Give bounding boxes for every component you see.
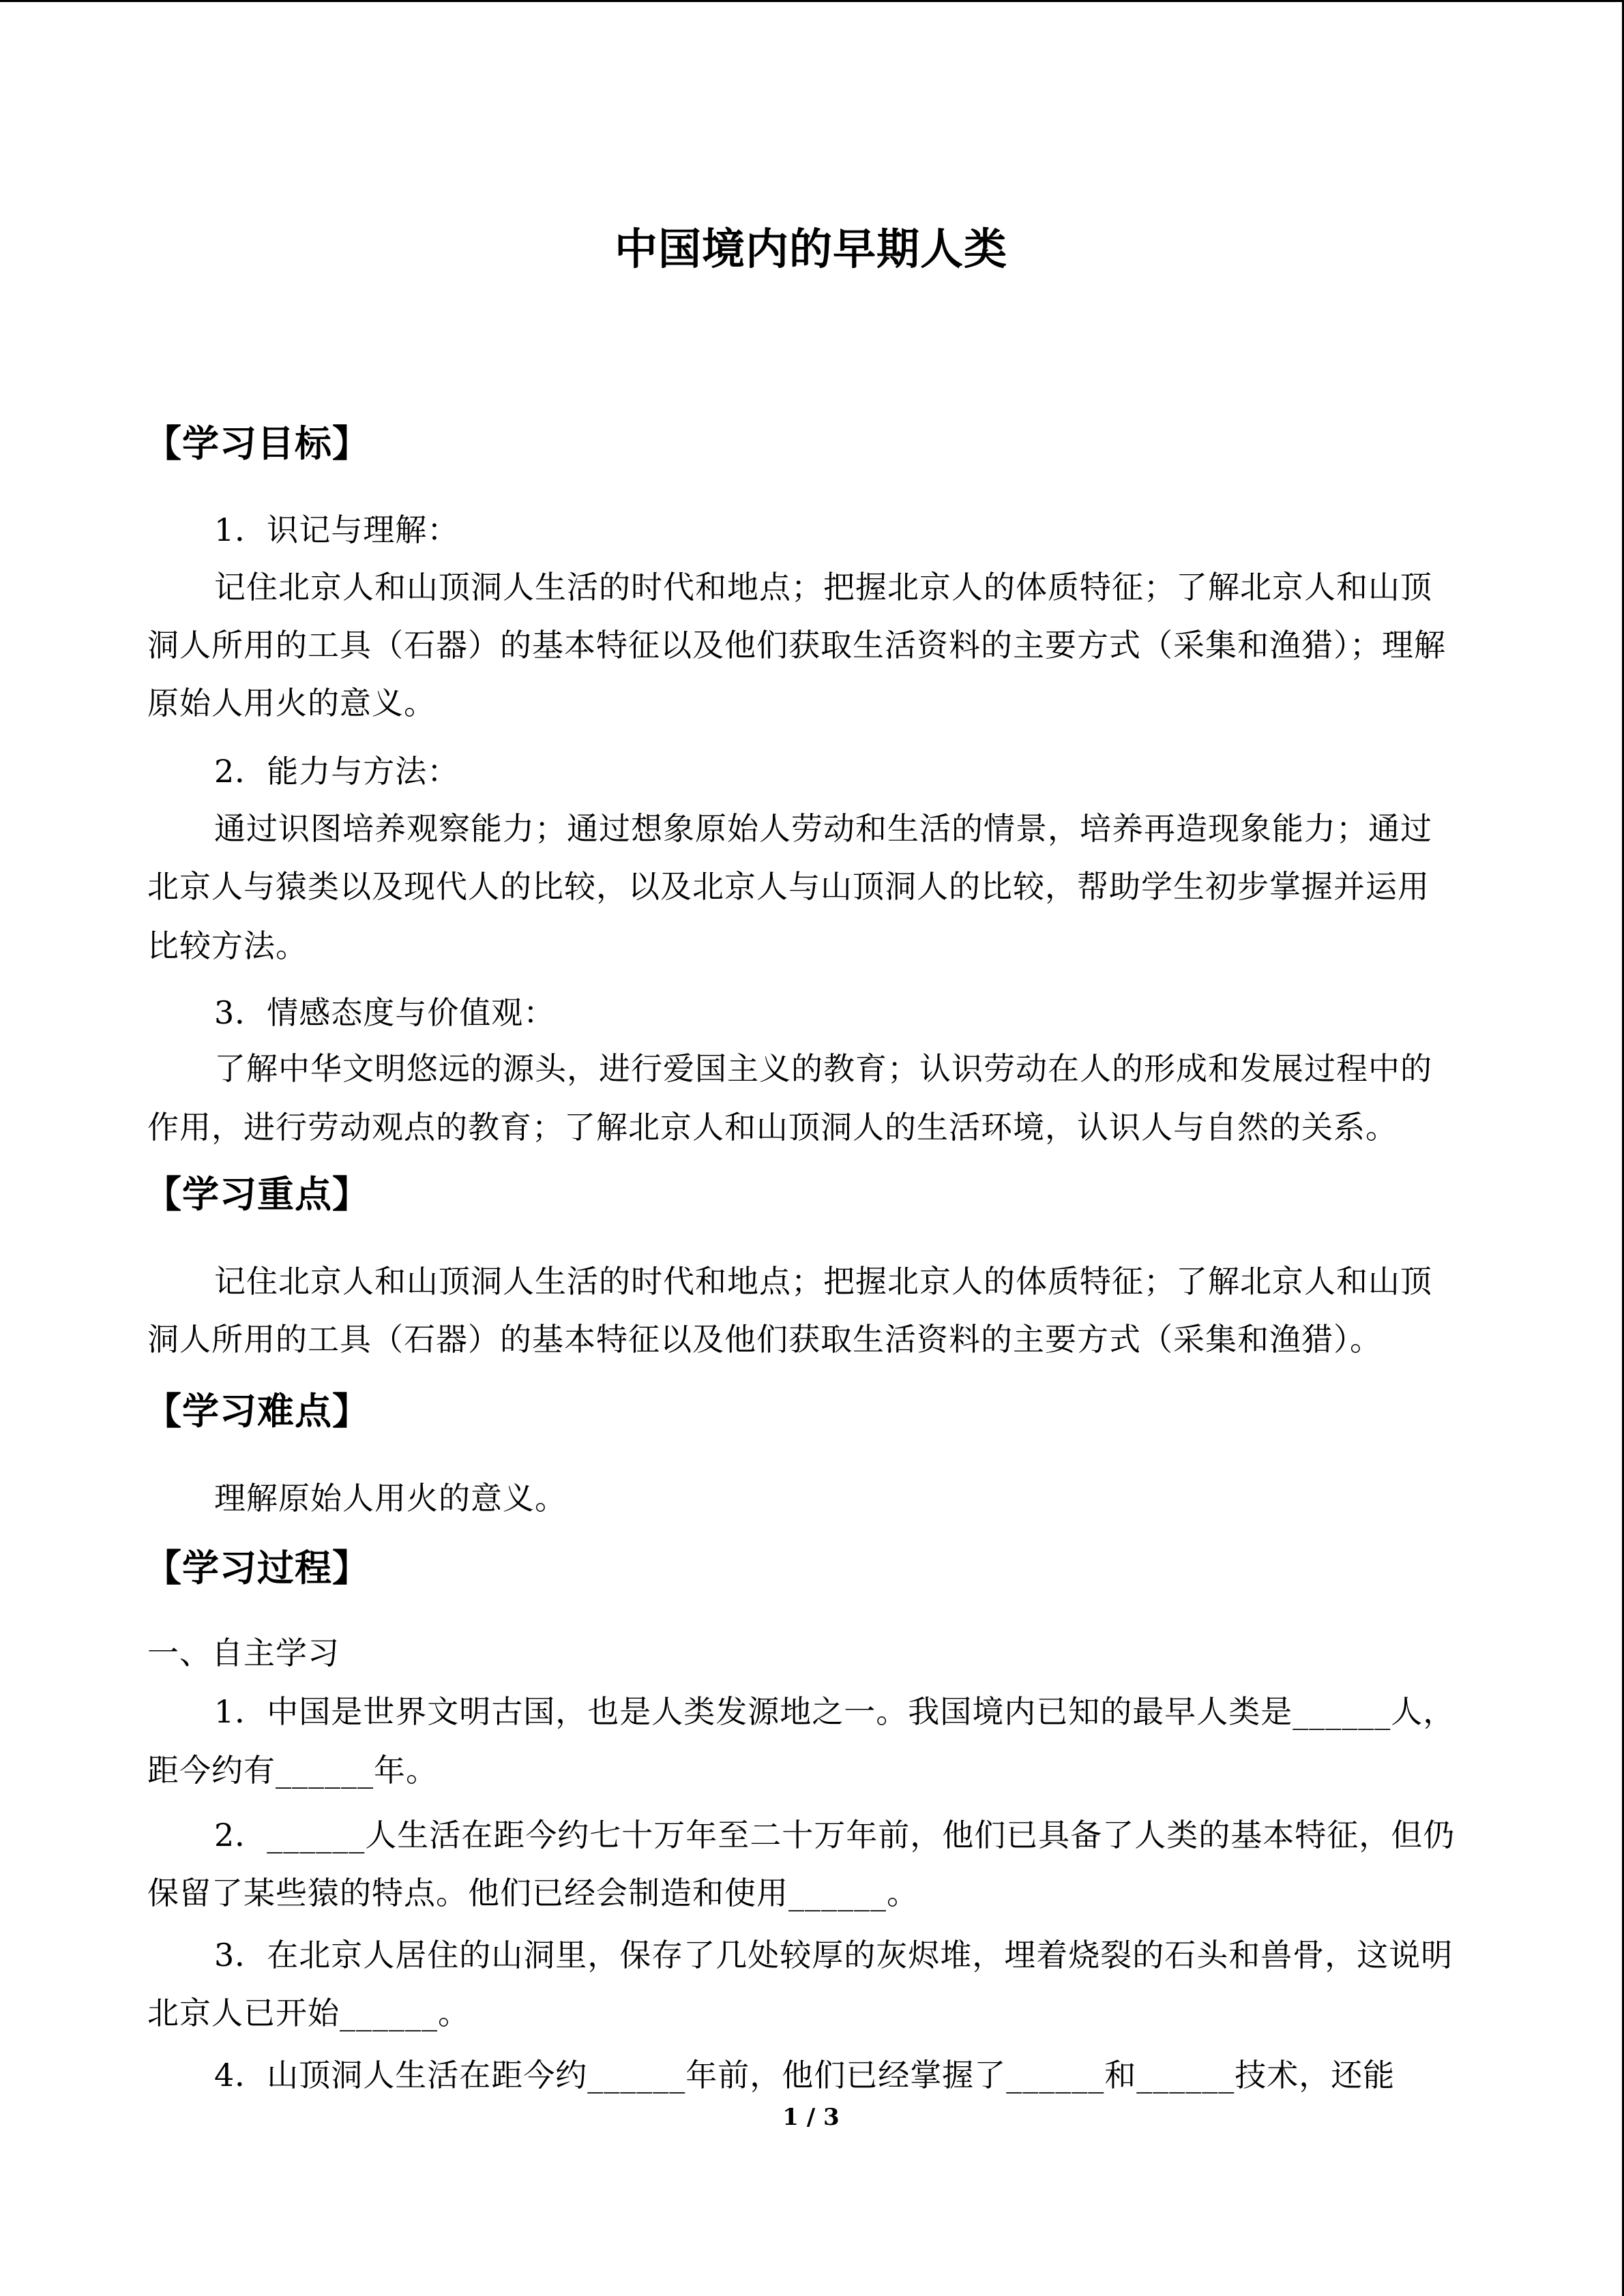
objective-3-line: 作用，进行劳动观点的教育；了解北京人和山顶洞人的生活环境，认识人与自然的关系。	[147, 1109, 1398, 1146]
section-self-study: 一、自主学习	[147, 1635, 340, 1671]
objective-1-line: 记住北京人和山顶洞人生活的时代和地点；把握北京人的体质特征；了解北京人和山顶	[214, 569, 1432, 606]
question-4-line: 4．山顶洞人生活在距今约______年前，他们已经掌握了______和______技术，还能	[214, 2057, 1396, 2093]
difficulty-line: 理解原始人用火的意义。	[214, 1480, 567, 1517]
heading-objectives: 【学习目标】	[145, 421, 370, 465]
question-3-line: 北京人已开始______。	[147, 1995, 470, 2031]
question-2-line: 保留了某些猿的特点。他们已经会制造和使用______。	[147, 1875, 919, 1911]
objective-3-line: 了解中华文明悠远的源头，进行爱国主义的教育；认识劳动在人的形成和发展过程中的	[214, 1050, 1432, 1087]
objective-2-line: 通过识图培养观察能力；通过想象原始人劳动和生活的情景，培养再造现象能力；通过	[214, 810, 1432, 847]
key-point-line: 记住北京人和山顶洞人生活的时代和地点；把握北京人的体质特征；了解北京人和山顶	[214, 1263, 1432, 1300]
question-1-line: 距今约有______年。	[147, 1752, 438, 1789]
heading-difficulties: 【学习难点】	[145, 1389, 370, 1433]
objective-2-title: 2．能力与方法：	[214, 753, 460, 790]
question-3-line: 3．在北京人居住的山洞里，保存了几处较厚的灰烬堆，埋着烧裂的石头和兽骨，这说明	[214, 1937, 1453, 1973]
document-title: 中国境内的早期人类	[615, 224, 1007, 274]
key-point-line: 洞人所用的工具（石器）的基本特征以及他们获取生活资料的主要方式（采集和渔猎）。	[147, 1321, 1382, 1358]
question-2-line: 2．______人生活在距今约七十万年至二十万年前，他们已具备了人类的基本特征，但仍	[214, 1817, 1456, 1853]
objective-1-line: 洞人所用的工具（石器）的基本特征以及他们获取生活资料的主要方式（采集和渔猎）；理解	[147, 627, 1446, 664]
objective-1-title: 1．识记与理解：	[214, 511, 460, 548]
objective-2-line: 北京人与猿类以及现代人的比较，以及北京人与山顶洞人的比较，帮助学生初步掌握并运用	[147, 868, 1430, 905]
page-number: 1 / 3	[782, 2104, 840, 2131]
question-1-line: 1．中国是世界文明古国，也是人类发源地之一。我国境内已知的最早人类是______人，	[214, 1693, 1456, 1730]
objective-3-title: 3．情感态度与价值观：	[214, 994, 556, 1031]
heading-key-points: 【学习重点】	[145, 1172, 370, 1216]
objective-2-line: 比较方法。	[147, 927, 308, 964]
objective-1-line: 原始人用火的意义。	[147, 685, 436, 721]
heading-process: 【学习过程】	[145, 1546, 370, 1590]
